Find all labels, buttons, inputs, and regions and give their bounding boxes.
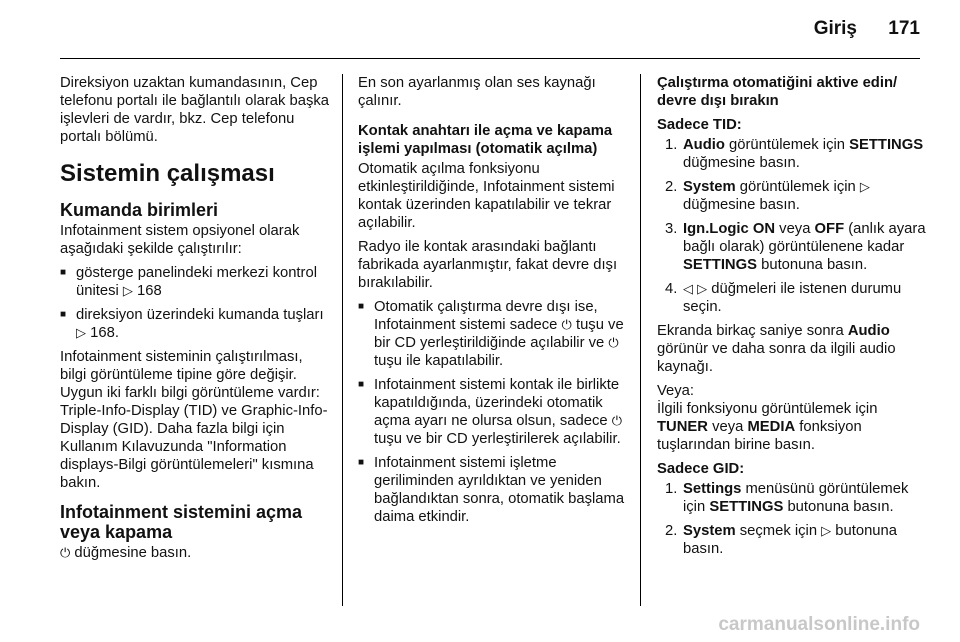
right-arrow-icon: ▷ (697, 281, 708, 296)
paragraph: Direksiyon uzaktan kumandasının, Cep telefonu portalı ile bağlantılı olarak başka işlevleri de vardır, bkz. Cep telefonu portalı bölümü. (60, 75, 329, 145)
list-item: 2. System seçmek için ▷ butonuna basın. (665, 523, 897, 557)
numbered-list (657, 480, 929, 558)
list-item: ■ gösterge panelindeki merkezi kontrol ünitesi ▷ 168 (60, 264, 332, 300)
subsection-heading: Sadece TID: (657, 117, 742, 133)
numbered-list (657, 136, 929, 316)
header-rule (60, 58, 920, 59)
right-arrow-icon: ▷ (821, 523, 832, 538)
list-item: ■ Infotainment sistemi kontak ile birlikte kapatıldığında, üzerindeki otomatik açma ayarı ne olursa olsun, sadece ⏻ tuşu ve bir CD yerleştirilerek açılabilir. (358, 376, 630, 448)
left-arrow-icon: ◁ (683, 281, 693, 296)
paragraph: ⏻ düğmesine basın. (60, 545, 192, 561)
list-item: ■ direksiyon üzerindeki kumanda tuşları ▷ 168. (60, 306, 332, 342)
paragraph: Veya: (657, 383, 695, 399)
paragraph: Infotainment sistem opsiyonel olarak aşağıdaki şekilde çalıştırılır: (60, 223, 300, 257)
page-number: 171 (888, 18, 920, 39)
paragraph: Ekranda birkaç saniye sonra Audio görünür ve daha sonra da ilgili audio kaynağı. (657, 323, 896, 375)
power-icon: ⏻ (561, 317, 572, 332)
subsection-heading: Sadece GID: (657, 461, 745, 477)
paragraph: Radyo ile kontak arasındaki bağlantı fabrikada ayarlanmıştır, fakat devre dışı bırakılabilir. (358, 239, 618, 291)
page-ref[interactable]: 168. (90, 325, 119, 341)
subsection-heading: Çalıştırma otomatiğini aktive edin/ devre dışı bırakın (657, 75, 898, 109)
bullet-list (60, 264, 332, 342)
list-item: ■ Otomatik çalıştırma devre dışı ise, Infotainment sistemi sadece ⏻ tuşu ve bir CD yerleştirildiğinde açılabilir ve ⏻ tuşu ile kapatılabilir. (358, 298, 630, 370)
paragraph: Infotainment sisteminin çalıştırılması, bilgi görüntüleme tipine göre değişir. Uygun iki farklı bilgi görüntüleme vardır: Triple-Info-Display (TID) ve Graphic-Info-Display (GID). Daha fazla bilgi için Kullanım Kılavuzunda "Information displays-Bilgi görüntülemeleri" kısmına bakın. (60, 349, 328, 491)
column-1 (60, 74, 332, 568)
section-heading: Sistemin çalışması (60, 160, 275, 187)
list-item: 1. Settings menüsünü görüntülemek için SETTINGS butonuna basın. (665, 481, 909, 515)
bullet-list (358, 298, 630, 526)
column-divider (342, 74, 343, 606)
list-item: ■ Infotainment sistemi işletme geriliminden ayrıldıktan ve yeniden bağlandıktan sonra, otomatik başlama daima etkindir. (358, 454, 630, 526)
list-item: 3. Ign.Logic ON veya OFF (anlık ayara bağlı olarak) görüntülenene kadar SETTINGS butonuna basın. (665, 221, 926, 273)
subsection-heading: Kumanda birimleri (60, 200, 219, 220)
page-header (788, 18, 920, 40)
ref-arrow-icon: ▷ (76, 325, 86, 340)
subsection-heading: Infotainment sistemini açma veya kapama (60, 502, 303, 542)
ref-arrow-icon: ▷ (122, 283, 133, 298)
paragraph: En son ayarlanmış olan ses kaynağı çalınır. (358, 75, 596, 109)
right-arrow-icon: ▷ (859, 179, 870, 194)
list-item: 2. System görüntülemek için ▷ düğmesine basın. (665, 179, 870, 213)
page-title: Giriş (813, 18, 858, 39)
column-divider (640, 74, 641, 606)
list-item: 1. Audio görüntülemek için SETTINGS düğmesine basın. (665, 137, 924, 171)
page-ref[interactable]: 168 (137, 283, 162, 299)
subsection-heading: Kontak anahtarı ile açma ve kapama işlemi yapılması (otomatik açılma) (358, 123, 613, 157)
watermark: carmanualsonline.info (718, 614, 920, 635)
power-icon: ⏻ (611, 413, 623, 428)
power-icon: ⏻ (608, 335, 619, 350)
column-3 (657, 74, 929, 564)
paragraph: İlgili fonksiyonu görüntülemek için TUNER veya MEDIA fonksiyon tuşlarından birine basın. (657, 401, 878, 453)
column-2 (358, 74, 630, 532)
list-item: 4. ◁ ▷ düğmeleri ile istenen durumu seçin. (665, 281, 902, 315)
paragraph: Otomatik açılma fonksiyonu etkinleştirildiğinde, Infotainment sistemi kontak üzerinden kapatılabilir ve tekrar açılabilir. (358, 161, 615, 231)
power-icon: ⏻ (60, 545, 71, 560)
